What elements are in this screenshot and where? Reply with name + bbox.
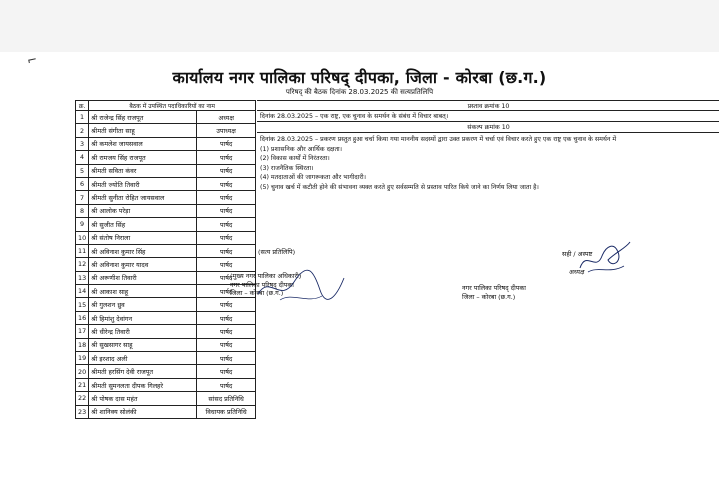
table-header-row (76, 101, 256, 111)
row-name: श्री रामजय सिंह राजपूत (89, 151, 197, 164)
row-serial: 23 (76, 405, 89, 418)
cmo-signature-scribble (250, 264, 350, 310)
row-name: श्री सुजीत सिंह (89, 218, 197, 231)
table-row (76, 365, 256, 378)
cmo-line-2: नगर पालिका परिषद् दीपका (230, 280, 294, 289)
table-row (76, 338, 256, 351)
row-serial: 18 (76, 338, 89, 351)
proposal-subject: दिनांक 28.03.2025 – एक राष्ट्र, एक चुनाव के समर्थन के संबंध में विचार बाबत्। (257, 111, 719, 122)
table-row (76, 231, 256, 244)
row-designation: पार्षद (197, 338, 256, 351)
row-serial: 10 (76, 231, 89, 244)
table-row (76, 271, 256, 284)
row-serial: 21 (76, 378, 89, 391)
row-name: श्रीमती सविता कंवर (89, 164, 197, 177)
row-serial: 22 (76, 392, 89, 405)
row-designation: पार्षद (197, 311, 256, 324)
row-name: श्री अरूणीश तिवारी (89, 271, 197, 284)
cmo-line-1: (मुख्य नगर पालिका अधिकारी) (230, 272, 302, 280)
row-designation: पार्षद (197, 271, 256, 284)
proposal-panel (257, 100, 719, 195)
proposal-number: प्रस्ताव क्रमांक 10 (257, 100, 719, 111)
row-designation: पार्षद (197, 137, 256, 150)
table-row (76, 244, 256, 257)
table-row (76, 177, 256, 190)
row-name: श्री धीरेन्द्र तिवारी (89, 325, 197, 338)
table-row (76, 352, 256, 365)
table-row (76, 285, 256, 298)
resolution-point: (2) विकास कार्यों में निरंतरता। (260, 155, 330, 163)
table-row (76, 151, 256, 164)
row-serial: 2 (76, 124, 89, 137)
top-gray-band (0, 0, 719, 52)
table-row (76, 218, 256, 231)
row-name: श्री सुखसागर साहू (89, 338, 197, 351)
row-name: श्रीमती ज्योति तिवारी (89, 177, 197, 190)
row-serial: 6 (76, 177, 89, 190)
table-row (76, 191, 256, 204)
row-name: श्रीमती सुमनलता दीपक गिलहरे (89, 378, 197, 391)
table-row (76, 392, 256, 405)
resolution-point: (1) प्रशासनिक और आर्थिक दक्षता। (260, 145, 343, 153)
row-serial: 9 (76, 218, 89, 231)
row-designation: पार्षद (197, 231, 256, 244)
row-designation: सांसद प्रतिनिधि (197, 392, 256, 405)
row-name: श्री आकाश साहू (89, 285, 197, 298)
row-serial: 8 (76, 204, 89, 217)
resolution-body (257, 133, 719, 195)
row-name: श्री हिमांशु देवांगन (89, 311, 197, 324)
row-name: श्री संतोष निराला (89, 231, 197, 244)
row-designation: पार्षद (197, 191, 256, 204)
row-name: श्री आलोक परेड़ा (89, 204, 197, 217)
row-serial: 19 (76, 352, 89, 365)
row-name: श्री पोषक दास महंत (89, 392, 197, 405)
row-serial: 7 (76, 191, 89, 204)
table-row (76, 378, 256, 391)
scan-mark: ⌐ (25, 52, 39, 68)
row-designation: अध्यक्ष (197, 111, 256, 124)
header-names: बैठक में उपस्थित पदाधिकारियों का नाम (89, 101, 256, 111)
row-name: श्रीमती संगीता साहू (89, 124, 197, 137)
row-serial: 17 (76, 325, 89, 338)
table-row (76, 405, 256, 418)
row-serial: 15 (76, 298, 89, 311)
row-name: श्री गुलशन ध्रुव (89, 298, 197, 311)
row-designation: उपाध्यक्ष (197, 124, 256, 137)
row-serial: 4 (76, 151, 89, 164)
row-serial: 13 (76, 271, 89, 284)
table-row (76, 258, 256, 271)
resolution-number: संकल्प क्रमांक 10 (257, 122, 719, 133)
row-name: श्री राजेन्द्र सिंह राजपूत (89, 111, 197, 124)
table-row (76, 298, 256, 311)
row-serial: 1 (76, 111, 89, 124)
attendees-body (76, 111, 256, 419)
document-subtitle: परिषद् की बैठक दिनांक 28.03.2025 की सत्यप्रतिलिपि (285, 88, 434, 96)
row-name: श्री कमलेश जायसवाल (89, 137, 197, 150)
row-designation: विधायक प्रतिनिधि (197, 405, 256, 418)
president-signature-scribble (574, 238, 634, 278)
row-serial: 16 (76, 311, 89, 324)
row-designation: पार्षद (197, 244, 256, 257)
resolution-point: (5) चुनाव खर्च में कटौती होने की संभावना व्यक्त करते हुए सर्वसम्मति से प्रस्ताव पारित किये जाने का निर्णय लिया जाता है। (260, 183, 539, 191)
table-row (76, 111, 256, 124)
table-row (76, 137, 256, 150)
table-row (76, 124, 256, 137)
row-name: श्री इरशाद अली (89, 352, 197, 365)
resolution-point: (3) राजनैतिक स्थिरता। (260, 164, 314, 172)
true-copy-note: (सत्य प्रतिलिपि) (258, 248, 296, 256)
resolution-intro: दिनांक 28.03.2025 – प्रकरण प्रस्तुत हुआ चर्चा किया गया माननीय सदस्यों द्वारा उक्त प्रकरण में चर्चा एवं विचार करते हुए एक राष्ट्र एक चुनाव के समर्थन में (260, 136, 617, 143)
header-serial: क्र. (76, 101, 89, 111)
row-serial: 11 (76, 244, 89, 257)
row-serial: 20 (76, 365, 89, 378)
row-name: श्री अविनाश कुमार यादव (89, 258, 197, 271)
row-designation: पार्षद (197, 164, 256, 177)
president-title: अध्यक्ष (569, 268, 585, 276)
attendees-table (75, 100, 256, 419)
row-designation: पार्षद (197, 378, 256, 391)
row-designation: पार्षद (197, 258, 256, 271)
table-row (76, 325, 256, 338)
row-designation: पार्षद (197, 298, 256, 311)
row-designation: पार्षद (197, 177, 256, 190)
signature-note: सही / अस्पष्ट (562, 250, 593, 258)
row-designation: पार्षद (197, 365, 256, 378)
row-designation: पार्षद (197, 352, 256, 365)
row-name: श्रीमती हरसिंग देवी राजपूत (89, 365, 197, 378)
row-designation: पार्षद (197, 285, 256, 298)
row-designation: पार्षद (197, 218, 256, 231)
row-serial: 12 (76, 258, 89, 271)
table-row (76, 204, 256, 217)
president-place: जिला – कोरबा (छ.ग.) (462, 293, 516, 301)
row-name: श्री शानिक्य सोलंकी (89, 405, 197, 418)
row-serial: 5 (76, 164, 89, 177)
row-name: श्रीमती सुनीता रोहित जायसवाल (89, 191, 197, 204)
row-serial: 14 (76, 285, 89, 298)
document-title: कार्यालय नगर पालिका परिषद् दीपका, जिला - कोरबा (छ.ग.) (172, 68, 547, 87)
resolution-point: (4) मतदाताओं की जागरूकता और भागीदारी। (260, 174, 366, 182)
table-row (76, 164, 256, 177)
row-designation: पार्षद (197, 204, 256, 217)
row-serial: 3 (76, 137, 89, 150)
table-row (76, 311, 256, 324)
row-designation: पार्षद (197, 325, 256, 338)
row-designation: पार्षद (197, 151, 256, 164)
row-name: श्री अविनाश कुमार सिंह (89, 244, 197, 257)
president-org: नगर पालिका परिषद् दीपका (462, 284, 526, 292)
cmo-line-3: जिला – कोरबा (छ.ग.) (230, 289, 284, 297)
